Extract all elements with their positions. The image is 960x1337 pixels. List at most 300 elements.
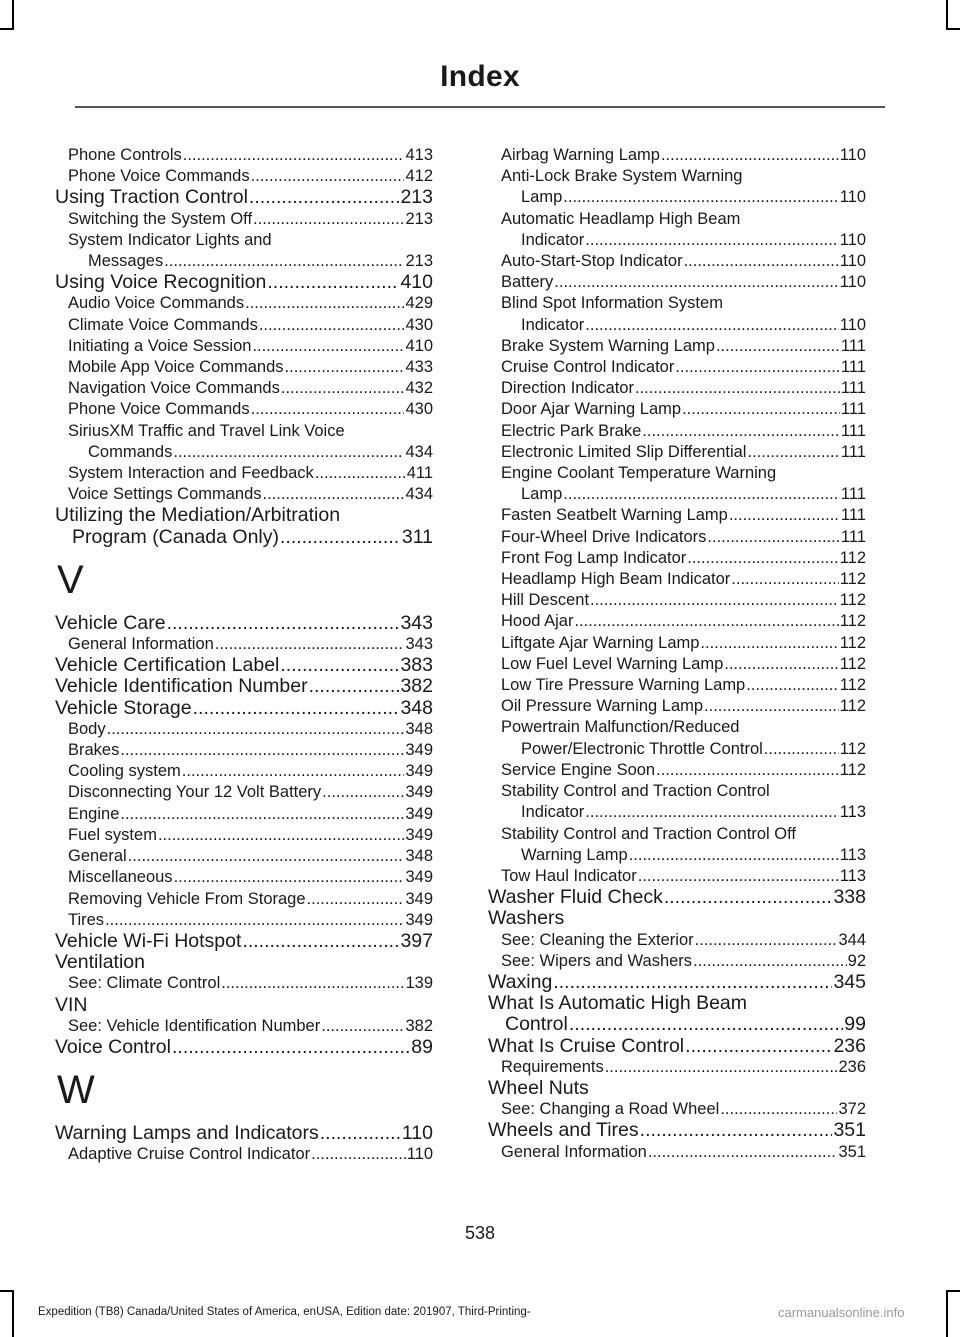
index-subentry [488,845,866,866]
index-entry [55,676,433,697]
dot-leader [174,867,405,888]
index-entry [488,1036,866,1057]
dot-leader [320,1123,401,1144]
dot-leader [164,251,404,272]
index-subentry [55,634,433,655]
entry-text: Airbag Warning Lamp [501,146,660,164]
index-subentry [488,1142,866,1163]
entry-text: Four-Wheel Drive Indicators [501,527,707,546]
index-subentry-heading: Powertrain Malfunction/Reduced [501,718,740,737]
dot-leader [259,315,405,336]
index-subentry [488,930,866,951]
dot-leader [280,527,401,548]
dot-leader [648,1142,838,1163]
page-ref: 429 [405,294,433,313]
index-subentry [55,166,433,187]
entry-text: Commands [88,442,173,461]
index-letter-heading: V [57,557,84,602]
page-ref: 112 [839,676,866,695]
page-ref: 111 [840,506,866,525]
dot-leader [120,740,404,761]
dot-leader [695,930,838,951]
page-ref: 348 [405,847,433,866]
crop-mark [946,1290,948,1337]
dot-leader [249,187,400,208]
page-ref: 413 [405,146,433,164]
index-entry [488,887,866,908]
entry-text: Fasten Seatbelt Warning Lamp [501,506,728,525]
dot-leader [251,166,405,187]
entry-text: Brake System Warning Lamp [501,336,715,355]
entry-text: Power/Electronic Throttle Control [521,739,763,758]
index-subentry [488,802,866,823]
page-ref: 410 [405,336,433,355]
crop-mark [946,28,960,30]
page-ref: 348 [400,696,433,719]
crop-mark [0,28,14,30]
index-entry-heading: Washers [488,907,565,930]
entry-text: Fuel system [68,825,157,844]
page-ref: 110 [406,1145,433,1164]
page-ref: 412 [405,167,433,186]
entry-text: Adaptive Cruise Control Indicator [68,1145,311,1164]
entry-text: Body [68,719,106,738]
entry-text: Waxing [488,970,553,993]
page-ref: 111 [840,400,866,419]
dot-leader [574,611,838,632]
page-ref: 113 [839,845,866,864]
entry-text: Front Fog Lamp Indicator [501,548,687,567]
index-column-left [55,145,433,1166]
index-entry-heading: What Is Automatic High Beam [488,992,748,1015]
dot-leader [684,251,839,272]
entry-text: Wheels and Tires [488,1119,639,1142]
entry-text: General Information [68,635,214,654]
dot-leader [281,378,405,399]
dot-leader [553,972,832,993]
dot-leader [252,336,404,357]
dot-leader [554,272,838,293]
page-ref: 111 [840,336,866,355]
index-subentry [488,1099,866,1120]
dot-leader [173,442,404,463]
entry-text: Tires [68,910,105,929]
page-ref: 397 [400,929,433,952]
index-subentry [488,611,866,632]
entry-text: Using Voice Recognition [55,271,267,294]
dot-leader [656,760,839,781]
entry-text: What Is Cruise Control [488,1034,685,1057]
dot-leader [746,675,838,696]
page-ref: 372 [838,1100,866,1119]
dot-leader [285,357,405,378]
entry-text: Indicator [521,230,585,249]
index-subentry [488,696,866,717]
entry-text: General [68,847,127,866]
index-subentry [55,846,433,867]
page-ref: 111 [840,421,866,440]
index-subentry [488,378,866,399]
footer-edition: Expedition (TB8) Canada/United States of America, enUSA, Edition date: 201907, Third-Printing- [38,1306,531,1318]
page-ref: 383 [400,654,433,677]
entry-text: Warning Lamp [521,845,628,864]
page-ref: 349 [405,868,433,887]
dot-leader [221,973,404,994]
index-subentry [488,187,866,208]
page-ref: 338 [833,886,866,909]
page-ref: 349 [405,804,433,823]
entry-text: Tow Haul Indicator [501,866,637,885]
page-ref: 430 [405,315,433,334]
page-ref: 111 [840,379,866,398]
index-entry [55,187,433,208]
index-subentry [55,719,433,740]
dot-leader [167,613,400,634]
index-subentry [488,951,866,972]
page-ref: 111 [840,485,866,504]
page-ref: 112 [839,570,866,589]
entry-text: Initiating a Voice Session [68,336,252,355]
entry-text: Disconnecting Your 12 Volt Battery [68,783,322,802]
page-ref: 345 [833,970,866,993]
dot-leader [707,527,840,548]
entry-text: Low Tire Pressure Warning Lamp [501,676,746,695]
dot-leader [182,761,405,782]
dot-leader [585,230,838,251]
dot-leader [193,698,400,719]
entry-text: Hood Ajar [501,612,574,631]
index-subentry [55,315,433,336]
index-subentry [55,910,433,931]
dot-leader [107,719,405,740]
entry-text: Direction Indicator [501,379,634,398]
page-ref: 112 [839,548,866,567]
entry-text: Voice Control [55,1035,171,1058]
page-ref: 349 [405,762,433,781]
page-ref: 349 [405,889,433,908]
index-subentry [488,421,866,442]
entry-text: See: Changing a Road Wheel [501,1100,720,1119]
entry-text: Warning Lamps and Indicators [55,1122,319,1145]
dot-leader [664,887,833,908]
page-ref: 110 [839,146,866,164]
dot-leader [563,484,840,505]
index-subentry [488,633,866,654]
page-ref: 110 [839,188,866,207]
dot-leader [245,293,404,314]
dot-leader [307,889,405,910]
index-subentry [488,145,866,166]
page-ref: 343 [405,635,433,654]
entry-text: Washer Fluid Check [488,886,663,909]
crop-mark [0,1290,14,1292]
dot-leader [605,1057,838,1078]
page-ref: 433 [405,358,433,377]
entry-text: Phone Voice Commands [68,400,250,419]
index-subentry [55,484,433,505]
page-ref: 110 [839,315,866,334]
page-ref: 432 [405,379,433,398]
dot-leader [720,1099,837,1120]
dot-leader [675,357,840,378]
index-subentry [55,782,433,803]
index-subentry [488,230,866,251]
page-ref: 349 [405,910,433,929]
index-entry [488,972,866,993]
entry-text: Vehicle Wi-Fi Hotspot [55,929,242,952]
entry-text: See: Vehicle Identification Number [68,1016,321,1035]
entry-text: Vehicle Identification Number [55,675,308,698]
page-ref: 349 [405,825,433,844]
entry-text: Indicator [521,803,585,822]
dot-leader [638,866,839,887]
index-subentry-heading: Blind Spot Information System [501,294,723,313]
page-ref: 434 [405,442,433,461]
index-subentry-heading: Stability Control and Traction Control [501,782,770,801]
page-ref: 213 [405,209,433,228]
index-entry [55,1123,433,1144]
page-ref: 351 [833,1119,866,1142]
index-subentry [55,145,433,166]
entry-text: Engine [68,804,120,823]
index-subentry [55,336,433,357]
entry-text: Door Ajar Warning Lamp [501,400,682,419]
dot-leader [311,1144,406,1165]
page-ref: 113 [839,803,866,822]
entry-text: Lamp [521,485,563,504]
entry-text: Miscellaneous [68,868,173,887]
index-subentry-heading: Anti-Lock Brake System Warning [501,167,743,186]
entry-text: System Interaction and Feedback [68,464,314,483]
index-subentry [55,293,433,314]
dot-leader [322,782,404,803]
index-subentry [55,378,433,399]
index-subentry [488,527,866,548]
dot-leader [764,739,839,760]
entry-text: Program (Canada Only) [72,525,279,548]
page-ref: 112 [839,760,866,779]
page-number: 538 [464,1223,496,1243]
page-ref: 99 [844,1013,866,1036]
index-subentry-heading: Engine Coolant Temperature Warning [501,464,777,483]
page-ref: 351 [838,1142,866,1161]
entry-text: Cruise Control Indicator [501,358,675,377]
entry-text: Messages [88,252,164,271]
dot-leader [629,845,839,866]
dot-leader [309,676,400,697]
index-letter-heading: W [57,1068,95,1113]
page-ref: 89 [411,1035,433,1058]
crop-mark [946,0,948,30]
entry-text: Indicator [521,315,585,334]
entry-text: Vehicle Care [55,611,166,634]
dot-leader [716,336,840,357]
dot-leader [640,1120,833,1141]
index-subentry [55,740,433,761]
entry-text: See: Cleaning the Exterior [501,930,694,949]
dot-leader [731,569,838,590]
index-subentry [55,867,433,888]
index-subentry [488,866,866,887]
dot-leader [280,655,399,676]
dot-leader [242,931,399,952]
entry-text: Audio Voice Commands [68,294,245,313]
crop-mark [12,1290,14,1337]
index-subentry [55,209,433,230]
page-ref: 382 [405,1016,433,1035]
entry-text: Battery [501,273,554,292]
index-subentry [55,442,433,463]
index-subentry-heading: Stability Control and Traction Control Off [501,824,797,843]
page-ref: 112 [839,633,866,652]
page-ref: 113 [839,866,866,885]
index-subentry [488,654,866,675]
page-ref: 343 [400,611,433,634]
index-subentry [488,505,866,526]
entry-text: Navigation Voice Commands [68,379,280,398]
page-ref: 110 [401,1122,433,1145]
entry-text: Brakes [68,741,120,760]
entry-text: Vehicle Storage [55,696,192,719]
crop-mark [946,1290,960,1292]
page-ref: 411 [406,464,433,483]
crop-mark [12,0,14,30]
dot-leader [563,187,838,208]
page-ref: 110 [839,273,866,292]
dot-leader [687,548,838,569]
index-subentry-heading: SiriusXM Traffic and Travel Link Voice [68,421,345,440]
page-ref: 434 [405,485,433,504]
page-ref: 311 [401,525,433,548]
entry-text: Liftgate Ajar Warning Lamp [501,633,700,652]
entry-text: See: Climate Control [68,974,221,993]
dot-leader [183,145,405,166]
index-subentry [488,675,866,696]
index-subentry [488,1057,866,1078]
index-entry [488,1120,866,1141]
dot-leader [321,1016,404,1037]
index-subentry [488,251,866,272]
dot-leader [263,484,405,505]
index-subentry [55,463,433,484]
entry-text: Voice Settings Commands [68,485,262,504]
index-entry [55,272,433,293]
dot-leader [729,505,840,526]
entry-text: Using Traction Control [55,186,248,209]
index-entry [55,655,433,676]
entry-text: Lamp [521,188,563,207]
page-ref: 344 [838,930,866,949]
entry-text: Requirements [501,1057,604,1076]
page-ref: 349 [405,783,433,802]
index-subentry [55,889,433,910]
entry-text: Phone Controls [68,146,182,164]
page-ref: 110 [839,230,866,249]
page-ref: 92 [847,951,866,970]
entry-text: Removing Vehicle From Storage [68,889,306,908]
header-rule [75,106,885,108]
index-entry-heading: Wheel Nuts [488,1076,589,1099]
entry-text: Low Fuel Level Warning Lamp [501,654,724,673]
dot-leader [693,951,847,972]
index-entry-heading: VIN [55,993,88,1016]
index-subentry [488,442,866,463]
page-ref: 111 [840,358,866,377]
index-subentry [488,739,866,760]
entry-text: General Information [501,1142,647,1161]
index-subentry [55,399,433,420]
index-entry [55,931,433,952]
index-entry [488,1014,866,1035]
entry-text: Mobile App Voice Commands [68,358,284,377]
dot-leader [120,804,404,825]
entry-text: Control [505,1013,568,1036]
dot-leader [128,846,405,867]
entry-text: Headlamp High Beam Indicator [501,570,731,589]
entry-text: Auto-Start-Stop Indicator [501,252,683,271]
page-ref: 430 [405,400,433,419]
index-entry [55,527,433,548]
dot-leader [700,633,838,654]
index-subentry [488,399,866,420]
page-ref: 213 [400,186,433,209]
dot-leader [158,825,405,846]
index-subentry-heading: System Indicator Lights and [68,230,272,249]
page-ref: 382 [400,675,433,698]
index-subentry [488,590,866,611]
dot-leader [747,442,839,463]
page-ref: 348 [405,719,433,738]
index-subentry [55,357,433,378]
watermark: carmanualsonline.info [778,1305,905,1320]
dot-leader [315,463,406,484]
dot-leader [682,399,840,420]
entry-text: Hill Descent [501,591,590,610]
entry-text: Electronic Limited Slip Differential [501,442,747,461]
dot-leader [253,209,404,230]
index-entry-heading: Utilizing the Mediation/Arbitration [55,504,341,527]
dot-leader [642,421,840,442]
entry-text: Phone Voice Commands [68,167,250,186]
dot-leader [585,315,838,336]
dot-leader [251,399,405,420]
index-entry-heading: Ventilation [55,951,145,974]
page-ref: 112 [839,591,866,610]
page-ref: 112 [839,697,866,716]
page-ref: 236 [838,1057,866,1076]
entry-text: Vehicle Certification Label [55,654,280,677]
dot-leader [172,1037,410,1058]
index-subentry [55,973,433,994]
index-column-right [488,145,866,1163]
entry-text: Service Engine Soon [501,760,656,779]
page-ref: 110 [839,252,866,271]
index-entry [55,613,433,634]
index-subentry-heading: Automatic Headlamp High Beam [501,209,741,228]
page-ref: 236 [833,1034,866,1057]
dot-leader [661,145,839,166]
index-subentry [488,357,866,378]
dot-leader [585,802,838,823]
index-subentry [55,1144,433,1165]
entry-text: Cooling system [68,762,181,781]
index-subentry [488,272,866,293]
entry-text: Switching the System Off [68,209,253,228]
index-subentry [55,804,433,825]
page-ref: 139 [405,974,433,993]
index-subentry [488,484,866,505]
entry-text: Oil Pressure Warning Lamp [501,697,704,716]
